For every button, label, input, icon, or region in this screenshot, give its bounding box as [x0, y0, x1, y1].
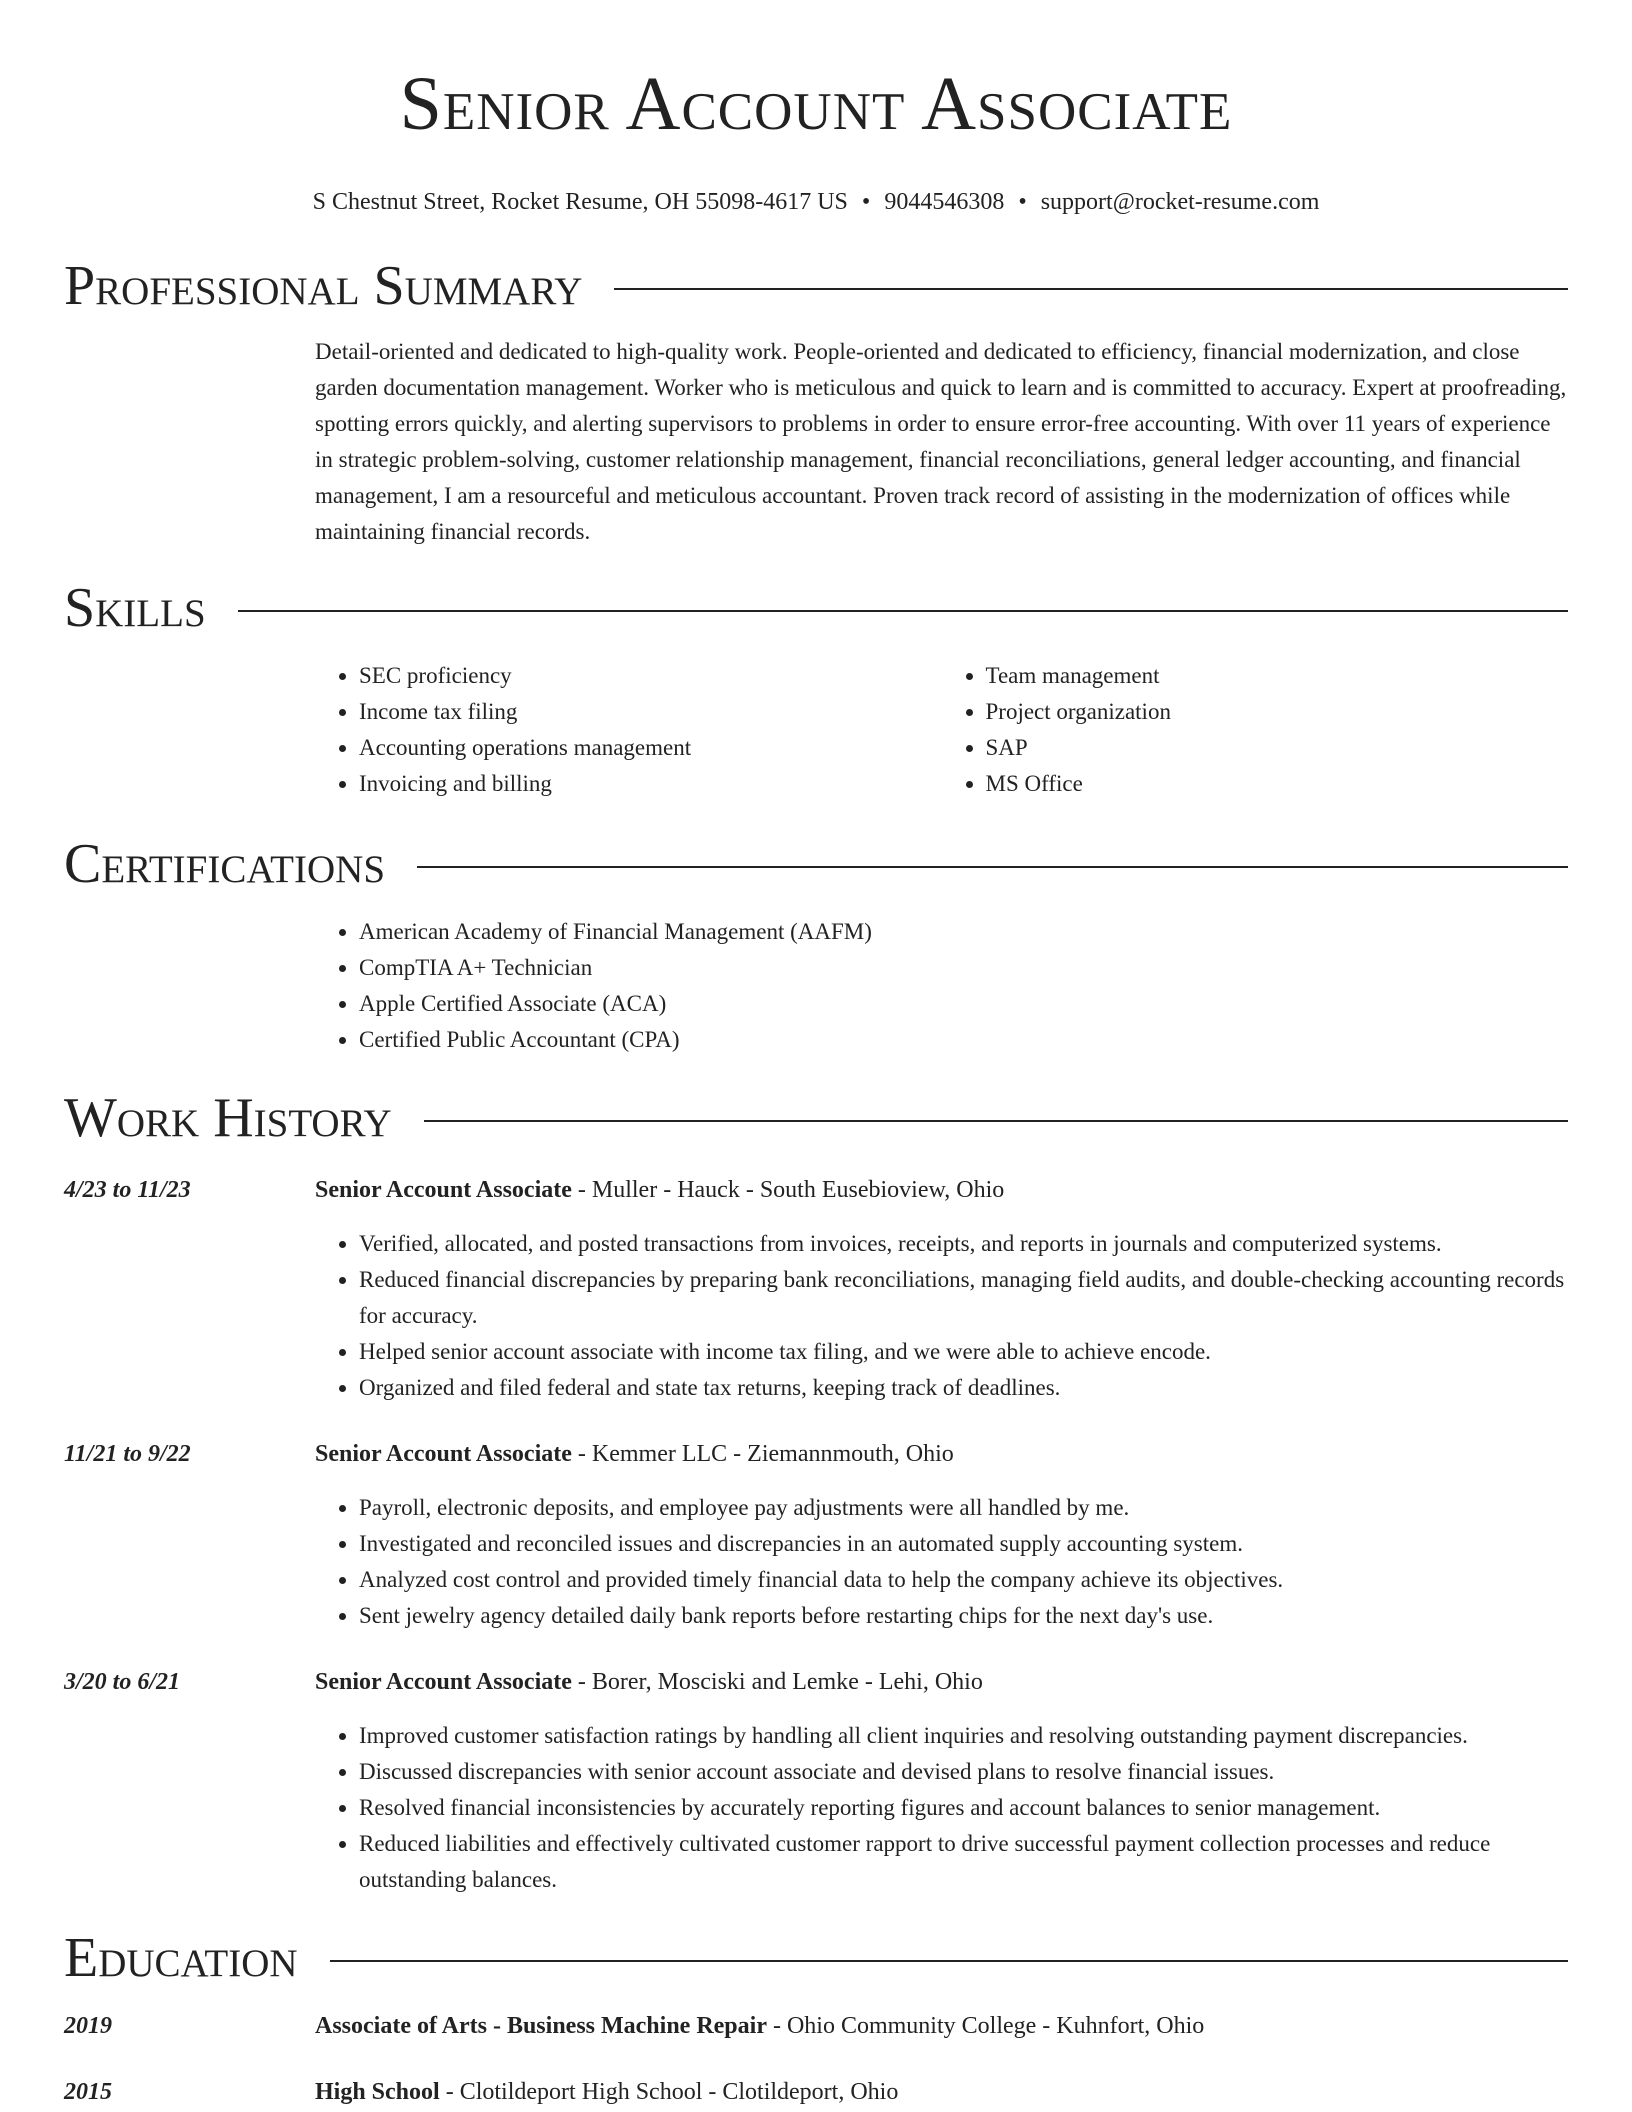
section-header [64, 1088, 1568, 1148]
work-history-section [64, 1088, 1568, 1898]
job-employer: - Muller - Hauck - South Eusebioview, Ohio [571, 1177, 1005, 1203]
skills-list-right [942, 658, 1569, 802]
section-header [64, 256, 1568, 316]
job-duty: • Reduced financial discrepancies by preparing bank reconciliations, managing field audits, and double-checking accounting records for accuracy. [359, 1262, 1568, 1334]
resume-name: Senior Account Associate [399, 62, 1233, 146]
job-duties [315, 1226, 1568, 1406]
job-duty: • Investigated and reconciled issues and discrepancies in an automated supply accounting system. [359, 1526, 1568, 1562]
certifications-body [315, 914, 1568, 1058]
job-heading [315, 1664, 1568, 1700]
job-duty: • Analyzed cost control and provided timely financial data to help the company achieve its objectives. [359, 1562, 1568, 1598]
contact-email[interactable]: support@rocket-resume.com [1040, 189, 1320, 215]
job-title: Senior Account Associate [315, 1441, 572, 1467]
job-duty: • Improved customer satisfaction ratings by handling all client inquiries and resolving outstanding payment discrepancies. [359, 1718, 1568, 1754]
certifications-section [64, 834, 1568, 1058]
section-divider [614, 288, 1568, 290]
contact-separator: • [861, 189, 871, 215]
job-heading [315, 1172, 1568, 1208]
job-duties [315, 1718, 1568, 1898]
education-school: - Ohio Community College - Kuhnfort, Ohio [766, 2013, 1205, 2039]
education-year: 2015 [64, 2079, 112, 2105]
section-header [64, 578, 1568, 638]
job-duty: • Verified, allocated, and posted transactions from invoices, receipts, and reports in journals and computerized systems. [359, 1226, 1568, 1262]
certifications-list [315, 914, 1568, 1058]
job-duty: • Helped senior account associate with income tax filing, and we were able to achieve encode. [359, 1334, 1568, 1370]
contact-separator: • [1018, 189, 1027, 215]
certification-item: • American Academy of Financial Management (AAFM) [359, 914, 1568, 950]
education-year: 2019 [64, 2013, 112, 2039]
contact-line [64, 186, 1568, 218]
job-employer: - Borer, Mosciski and Lemke - Lehi, Ohio [571, 1669, 983, 1695]
section-header [64, 834, 1568, 894]
skills-grid [315, 658, 1568, 802]
skills-list-left [315, 658, 942, 802]
education-degree: Associate of Arts - Business Machine Repair [315, 2013, 767, 2039]
summary-section [64, 256, 1568, 550]
certification-item: • Certified Public Accountant (CPA) [359, 1022, 1568, 1058]
education-entry [64, 2074, 1568, 2110]
job-dates: 11/21 to 9/22 [64, 1441, 191, 1467]
job-duty: • Resolved financial inconsistencies by accurately reporting figures and account balances to senior management. [359, 1790, 1568, 1826]
job-duty: • Sent jewelry agency detailed daily bank reports before restarting chips for the next day's use. [359, 1598, 1568, 1634]
contact-phone: 9044546308 [884, 189, 1005, 215]
job-duties [315, 1490, 1568, 1634]
skill-item: • Team management [986, 658, 1569, 694]
certification-item: • CompTIA A+ Technician [359, 950, 1568, 986]
section-title: Work History [64, 1087, 392, 1149]
section-title: Professional Summary [64, 255, 583, 317]
job-details [315, 1436, 1568, 1634]
education-school: - Clotildeport High School - Clotildeport, Ohio [439, 2079, 899, 2105]
job-heading [315, 1436, 1568, 1472]
skill-item: • Invoicing and billing [359, 766, 942, 802]
education-section [64, 1928, 1568, 2110]
job-dates: 3/20 to 6/21 [64, 1669, 181, 1695]
job-entry [64, 1172, 1568, 1406]
skill-item: • SEC proficiency [359, 658, 942, 694]
skill-item: • SAP [986, 730, 1569, 766]
job-entry [64, 1436, 1568, 1634]
skill-item: • MS Office [986, 766, 1569, 802]
job-duty: • Payroll, electronic deposits, and employee pay adjustments were all handled by me. [359, 1490, 1568, 1526]
job-duty: • Discussed discrepancies with senior account associate and devised plans to resolve financial issues. [359, 1754, 1568, 1790]
job-dates: 4/23 to 11/23 [64, 1177, 191, 1203]
job-details [315, 1172, 1568, 1406]
skills-section [64, 578, 1568, 802]
section-title: Skills [64, 577, 206, 639]
section-divider [424, 1120, 1568, 1122]
contact-address: S Chestnut Street, Rocket Resume, OH 55098-4617 US [312, 189, 848, 215]
job-entry [64, 1664, 1568, 1898]
certification-item: • Apple Certified Associate (ACA) [359, 986, 1568, 1022]
section-title: Certifications [64, 833, 386, 895]
job-duty: • Reduced liabilities and effectively cultivated customer rapport to drive successful payment collection processes and reduce outstanding balances. [359, 1826, 1568, 1898]
section-title: Education [64, 1927, 298, 1989]
education-details [315, 2074, 898, 2110]
skill-item: • Project organization [986, 694, 1569, 730]
job-title: Senior Account Associate [315, 1177, 572, 1203]
education-details [315, 2008, 1204, 2044]
skill-item: • Accounting operations management [359, 730, 942, 766]
skill-item: • Income tax filing [359, 694, 942, 730]
education-degree: High School [315, 2079, 440, 2105]
summary-text: Detail-oriented and dedicated to high-quality work. People-oriented and dedicated to efficiency, financial modernization, and close garden documentation management. Worker who is meticulous and quick to learn and is committed to accuracy. Expert at proofreading, spotting errors quickly, and alerting supervisors to problems in order to ensure error-free accounting. With over 11 years of experience in strategic problem-solving, customer relationship management, financial reconciliations, general ledger accounting, and financial management, I am a resourceful and meticulous accountant. Proven track record of assisting in the modernization of offices while maintaining financial records. [315, 339, 1567, 544]
section-header [64, 1928, 1568, 1988]
education-entry [64, 2008, 1568, 2044]
section-divider [330, 1960, 1568, 1962]
section-divider [417, 866, 1568, 868]
job-employer: - Kemmer LLC - Ziemannmouth, Ohio [571, 1441, 954, 1467]
section-divider [238, 610, 1568, 612]
job-duty: • Organized and filed federal and state tax returns, keeping track of deadlines. [359, 1370, 1568, 1406]
job-details [315, 1664, 1568, 1898]
job-title: Senior Account Associate [315, 1669, 572, 1695]
